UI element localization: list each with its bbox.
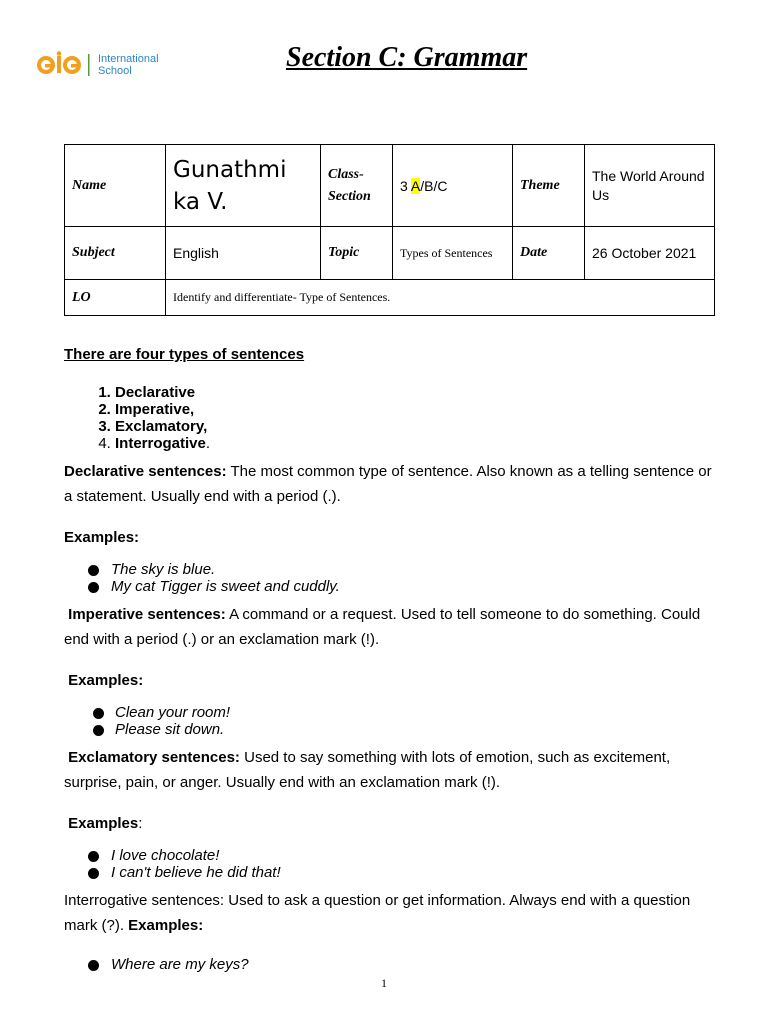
class-rest: /B/C — [420, 177, 448, 194]
bullet-icon — [88, 960, 99, 971]
subject-label: Subject — [72, 245, 115, 260]
info-row-1 — [65, 145, 715, 227]
exclamatory-paragraph — [64, 745, 724, 795]
exclamatory-text: Used to say something with lots of emotion, such as excitement, surprise, pain, or anger. Usually end with an exclamation mark (!). — [64, 749, 671, 791]
grammar-content — [64, 345, 724, 973]
date-value: 26 October 2021 — [592, 245, 697, 261]
sentence-types-list — [64, 384, 724, 452]
bullet-icon — [93, 708, 104, 719]
list-item — [64, 561, 724, 578]
example-text: I can't believe he did that! — [111, 864, 281, 881]
name-label: Name — [72, 177, 107, 193]
bullet-icon — [93, 725, 104, 736]
list-item — [115, 435, 724, 452]
list-item — [64, 721, 724, 738]
theme-label: Theme — [520, 177, 560, 193]
list-item — [64, 704, 724, 721]
declarative-examples — [64, 561, 724, 595]
info-table — [64, 144, 715, 316]
type-tail: . — [205, 435, 211, 452]
logo-line-2: School — [98, 65, 132, 77]
imperative-examples — [64, 704, 724, 738]
example-text: The sky is blue. — [111, 561, 216, 578]
theme-value: The World Around Us — [592, 167, 705, 203]
interrogative-paragraph — [64, 888, 724, 938]
imperative-label: Imperative sentences: — [68, 606, 226, 623]
topic-label: Topic — [328, 245, 360, 260]
list-item — [64, 578, 724, 595]
declarative-paragraph — [64, 459, 724, 509]
name-value: Gunathmi ka V. — [173, 156, 287, 215]
example-text: Where are my keys? — [111, 956, 249, 973]
section-heading: There are four types of sentences — [64, 346, 305, 363]
examples-colon: : — [138, 815, 143, 832]
interrogative-examples — [64, 956, 724, 973]
list-item — [64, 847, 724, 864]
page-number: 1 — [381, 976, 387, 990]
exclamatory-examples — [64, 847, 724, 881]
class-section-label: Class-Section — [328, 166, 371, 204]
topic-value: Types of Sentences — [400, 245, 493, 260]
list-item — [64, 864, 724, 881]
bullet-icon — [88, 868, 99, 879]
imperative-examples-label — [64, 671, 724, 691]
class-highlight: A — [410, 177, 421, 194]
examples-label: Examples: — [128, 917, 204, 934]
declarative-text: The most common type of sentence. Also known as a telling sentence or a statement. Usually end with a period (.). — [64, 463, 712, 505]
subject-value: English — [173, 245, 219, 261]
declarative-examples-label — [64, 528, 724, 548]
list-item — [115, 401, 724, 418]
class-section-value — [393, 145, 513, 227]
bullet-icon — [88, 851, 99, 862]
imperative-paragraph — [64, 602, 724, 652]
bullet-icon — [88, 582, 99, 593]
class-number: 3 — [400, 177, 411, 194]
type-interrogative: Interrogative — [115, 435, 206, 452]
example-text: Please sit down. — [115, 721, 225, 738]
logo-line-1: International — [98, 53, 159, 65]
lo-label: LO — [72, 289, 91, 305]
examples-label: Examples: — [64, 529, 140, 546]
date-label: Date — [520, 245, 548, 260]
type-exclamatory: Exclamatory, — [115, 418, 208, 435]
list-item — [115, 384, 724, 401]
list-item — [115, 418, 724, 435]
school-logo — [36, 50, 186, 80]
example-text: My cat Tigger is sweet and cuddly. — [111, 578, 340, 595]
type-imperative: Imperative, — [115, 401, 195, 418]
list-item — [64, 956, 724, 973]
example-text: Clean your room! — [115, 704, 231, 721]
gis-logo-mark-icon — [36, 51, 94, 77]
interrogative-text: Interrogative sentences: Used to ask a question or get information. Always end with a question mark (?). — [64, 892, 691, 934]
examples-label: Examples — [68, 815, 139, 832]
exclamatory-examples-label — [64, 814, 724, 834]
info-row-3 — [65, 280, 715, 316]
lo-value: Identify and differentiate- Type of Sentences. — [173, 290, 391, 304]
exclamatory-label: Exclamatory sentences: — [68, 749, 240, 766]
imperative-text: A command or a request. Used to tell someone to do something. Could end with a period (.) or an exclamation mark (!). — [64, 606, 701, 648]
bullet-icon — [88, 565, 99, 576]
declarative-label: Declarative sentences: — [64, 463, 227, 480]
type-declarative: Declarative — [115, 384, 196, 401]
example-text: I love chocolate! — [111, 847, 220, 864]
examples-label: Examples: — [68, 672, 144, 689]
info-row-2 — [65, 227, 715, 280]
page-title: Section C: Grammar — [286, 42, 528, 73]
